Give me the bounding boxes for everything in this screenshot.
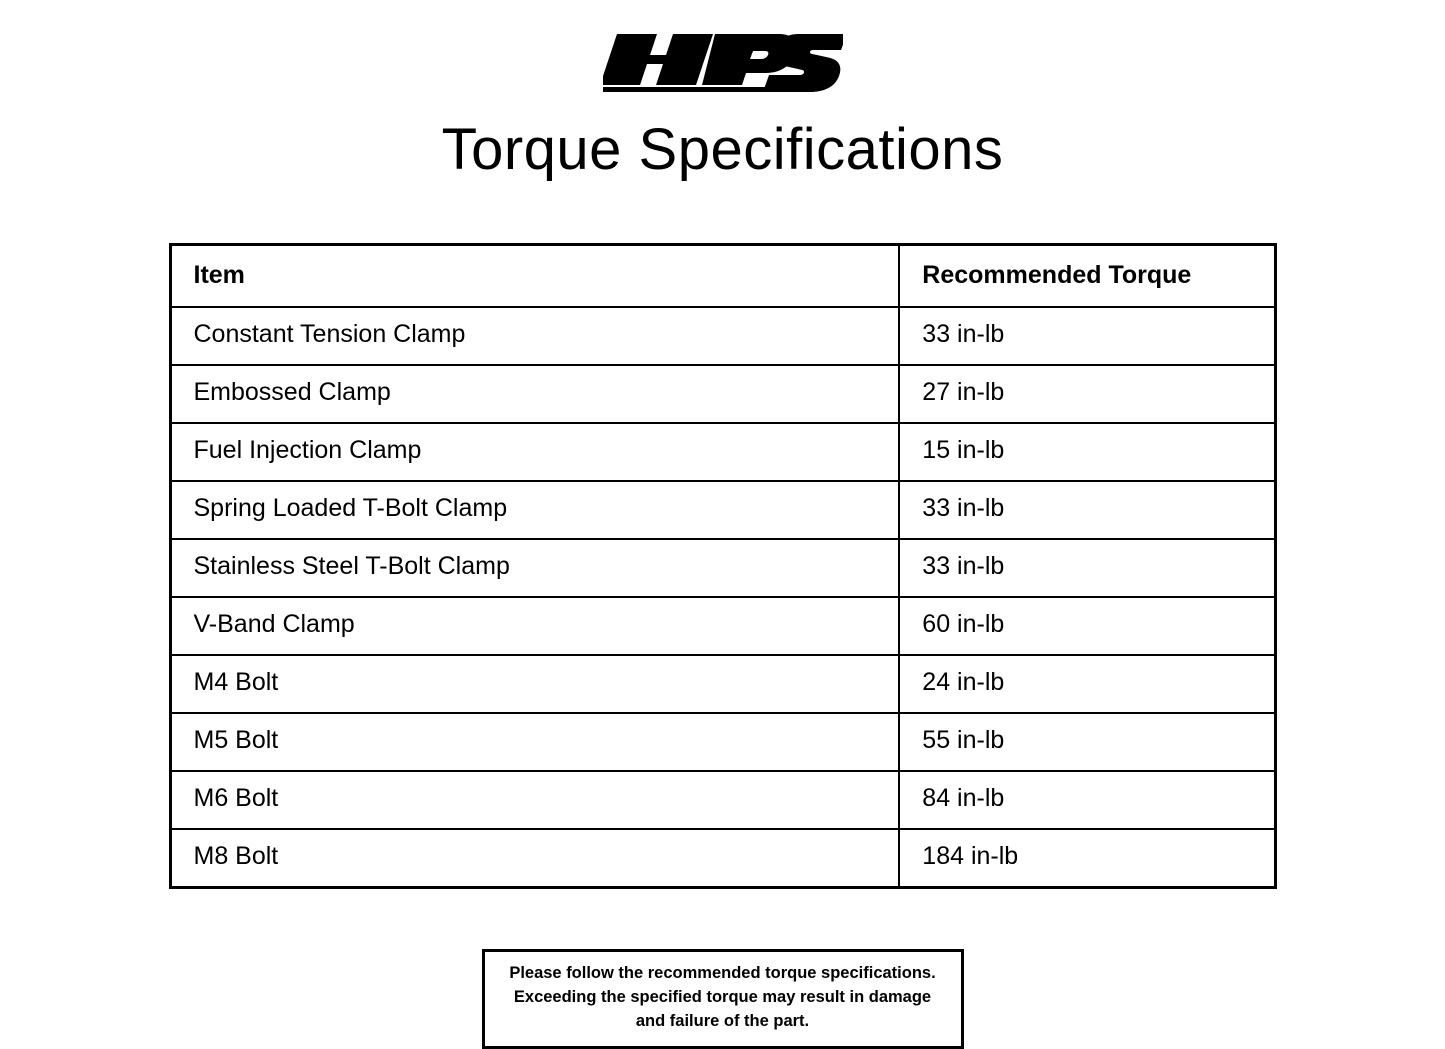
torque-table-container — [169, 243, 1277, 889]
warning-note — [482, 949, 964, 1049]
note-line-3: and failure of the part. — [635, 1011, 810, 1030]
table-row — [170, 829, 1275, 888]
table-row — [170, 365, 1275, 423]
logo-container — [0, 0, 1445, 98]
note-line-1: Please follow the recommended torque specifications. — [509, 963, 936, 982]
table-row — [170, 423, 1275, 481]
cell-item: M8 Bolt — [170, 829, 899, 888]
cell-item: M4 Bolt — [170, 655, 899, 713]
column-header-item: Item — [170, 244, 899, 307]
cell-torque: 24 in-lb — [899, 655, 1275, 713]
cell-item: M5 Bolt — [170, 713, 899, 771]
note-line-2: Exceeding the specified torque may result in damage — [513, 987, 932, 1006]
column-header-torque: Recommended Torque — [899, 244, 1275, 307]
cell-item: Stainless Steel T-Bolt Clamp — [170, 539, 899, 597]
cell-torque: 55 in-lb — [899, 713, 1275, 771]
cell-torque: 60 in-lb — [899, 597, 1275, 655]
cell-torque: 33 in-lb — [899, 539, 1275, 597]
table-row — [170, 597, 1275, 655]
table-header — [170, 244, 1275, 307]
cell-torque: 84 in-lb — [899, 771, 1275, 829]
table-row — [170, 307, 1275, 365]
table-body — [170, 307, 1275, 888]
table-header-row — [170, 244, 1275, 307]
cell-item: Fuel Injection Clamp — [170, 423, 899, 481]
hps-logo-icon — [603, 28, 843, 98]
page-title: Torque Specifications — [441, 117, 1004, 182]
table-row — [170, 481, 1275, 539]
cell-item: M6 Bolt — [170, 771, 899, 829]
torque-specifications-table — [169, 243, 1277, 889]
cell-item: Spring Loaded T-Bolt Clamp — [170, 481, 899, 539]
table-row — [170, 655, 1275, 713]
cell-torque: 15 in-lb — [899, 423, 1275, 481]
cell-item: V-Band Clamp — [170, 597, 899, 655]
table-row — [170, 539, 1275, 597]
note-container — [0, 949, 1445, 1049]
table-row — [170, 713, 1275, 771]
cell-torque: 27 in-lb — [899, 365, 1275, 423]
cell-item: Embossed Clamp — [170, 365, 899, 423]
cell-torque: 33 in-lb — [899, 307, 1275, 365]
cell-item: Constant Tension Clamp — [170, 307, 899, 365]
cell-torque: 33 in-lb — [899, 481, 1275, 539]
table-row — [170, 771, 1275, 829]
cell-torque: 184 in-lb — [899, 829, 1275, 888]
